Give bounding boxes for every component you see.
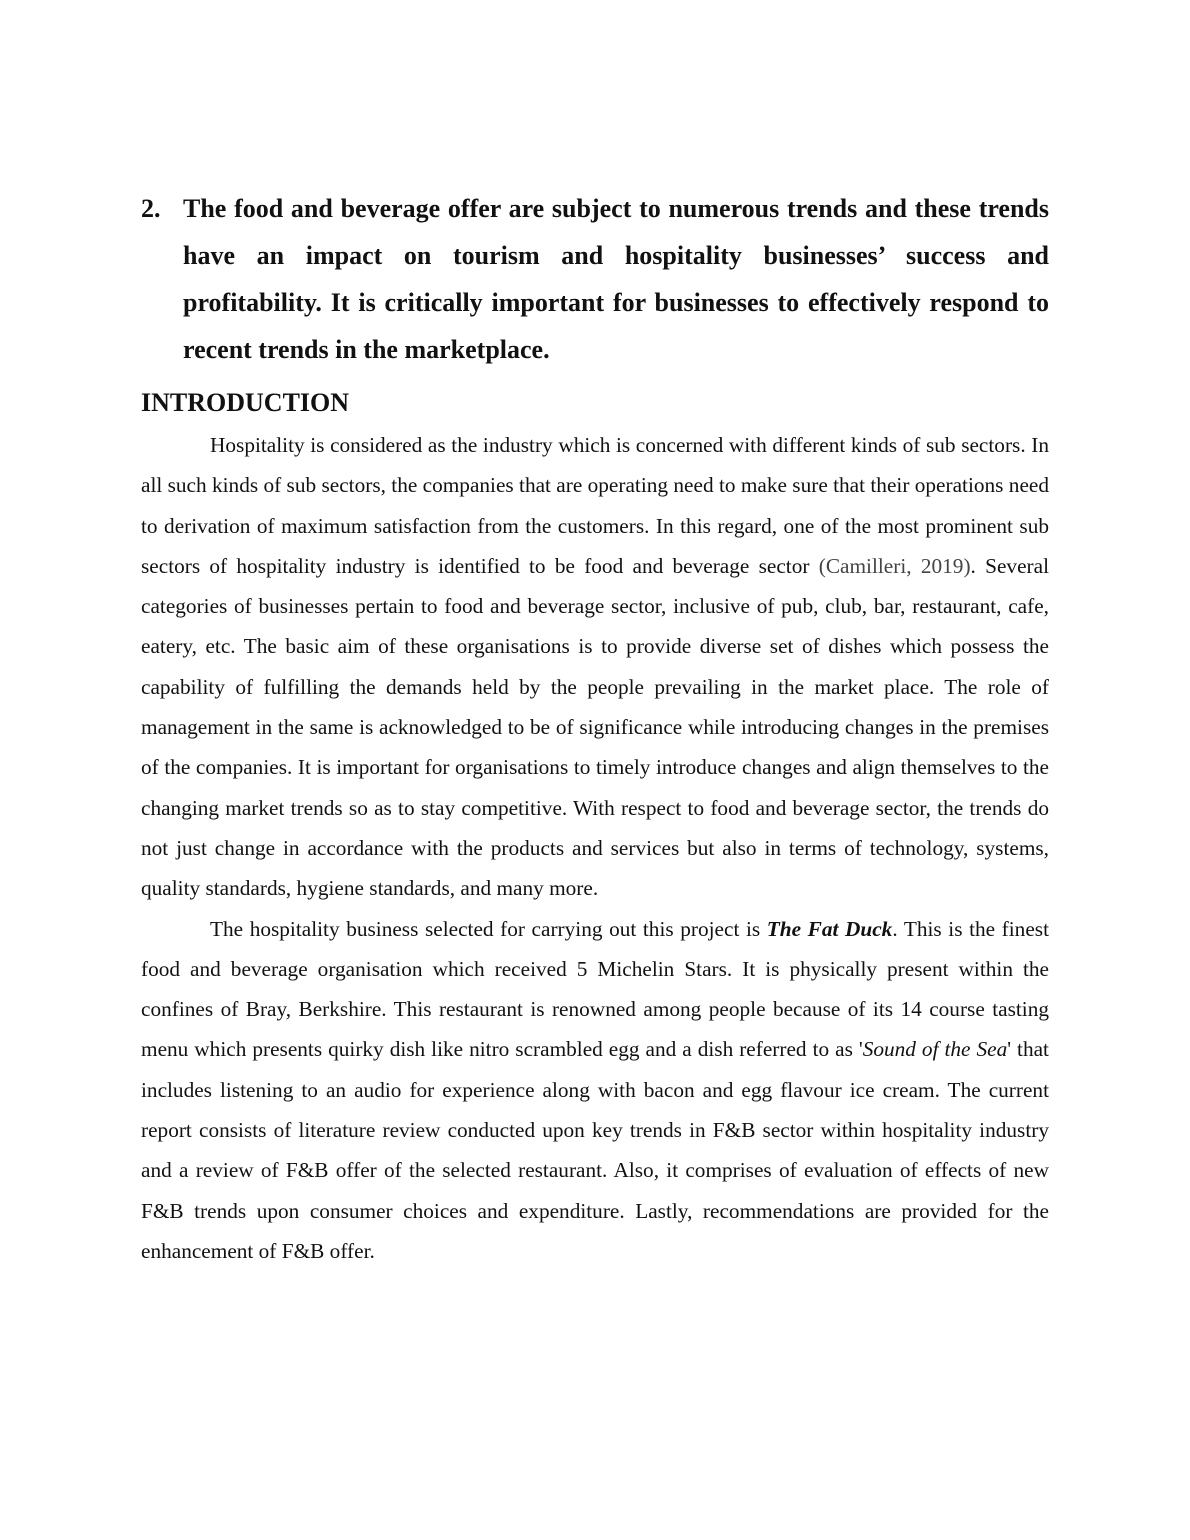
business-name: The Fat Duck — [766, 916, 893, 941]
intro-paragraph-1 — [141, 425, 1049, 909]
question-number: 2. — [141, 194, 161, 223]
section-heading-introduction: INTRODUCTION — [141, 388, 350, 417]
document-page — [141, 185, 1049, 1271]
paragraph-text: The hospitality business selected for carrying out this project is — [210, 916, 767, 941]
paragraph-text: Hospitality is considered as the industry which is concerned with different kinds of sub sectors. In all such kinds of sub sectors, the companies that are operating need to make sure that their operations need to derivation of maximum satisfaction from the customers. In this regard, one of the most prominent sub sectors of hospitality industry is identified to be food and beverage sector — [141, 433, 1049, 578]
citation: (Camilleri, 2019) — [818, 553, 971, 578]
question-text: The food and beverage offer are subject to numerous trends and these trends have an impact on tourism and hospitality businesses’ success and profitability. It is critically important for businesses to effectively respond to recent trends in the marketplace. — [183, 194, 1049, 364]
paragraph-text: ' that includes listening to an audio for experience along with bacon and egg flavour ice cream. The current report consists of literature review conducted upon key trends in F&B sector within hospitality industry and a review of F&B offer of the selected restaurant. Also, it comprises of evaluation of effects of new F&B trends upon consumer choices and expenditure. Lastly, recommendations are provided for the enhancement of F&B offer. — [141, 1037, 1049, 1263]
paragraph-text: . This is the finest food and beverage organisation which received 5 Michelin Stars. It is physically present within the confines of Bray, Berkshire. This restaurant is renowned among people because of its 14 course tasting menu which presents quirky dish like nitro scrambled egg and a dish referred to as ' — [141, 916, 1049, 1062]
dish-name: Sound of the Sea — [862, 1037, 1008, 1062]
intro-paragraph-2 — [141, 909, 1049, 1272]
question-heading — [141, 185, 1049, 373]
paragraph-text: . Several categories of businesses pertain to food and beverage sector, inclusive of pub, club, bar, restaurant, cafe, eatery, etc. The basic aim of these organisations is to provide diverse set of dishes which possess the capability of fulfilling the demands held by the people prevailing in the market place. The role of management in the same is acknowledged to be of significance while introducing changes in the premises of the companies. It is important for organisations to timely introduce changes and align themselves to the changing market trends so as to stay competitive. With respect to food and beverage sector, the trends do not just change in accordance with the products and services but also in terms of technology, systems, quality standards, hygiene standards, and many more. — [141, 553, 1049, 901]
